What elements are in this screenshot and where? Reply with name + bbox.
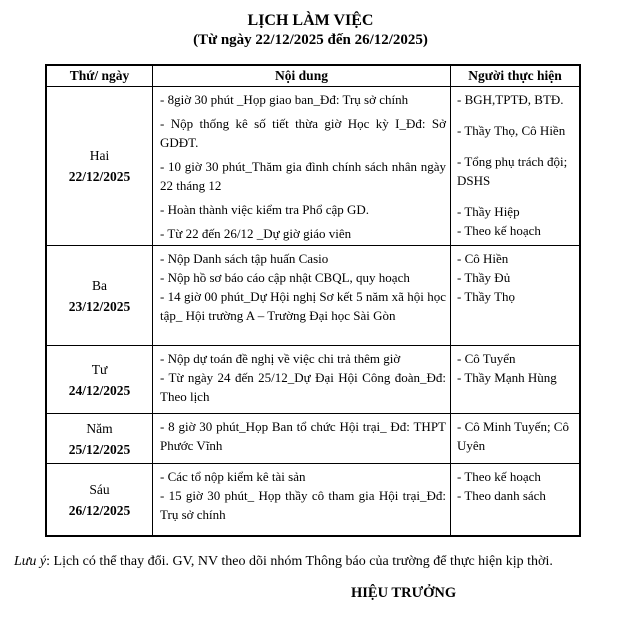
people-item: - Cô Tuyển	[457, 351, 516, 366]
footer-note	[14, 552, 597, 571]
table-header-row	[46, 65, 580, 87]
content-cell	[153, 246, 451, 346]
people-cell	[451, 246, 581, 346]
schedule-table	[45, 64, 581, 537]
content-item: - Hoàn thành việc kiểm tra Phổ cập GD.	[160, 202, 370, 217]
day-date: 23/12/2025	[68, 298, 131, 314]
header-content: Nội dung	[153, 65, 451, 87]
people-cell	[451, 346, 581, 414]
day-cell	[46, 414, 153, 464]
content-item: - 8 giờ 30 phút_Họp Ban tổ chức Hội trại_ Đđ: THPT Phước Vĩnh	[160, 419, 446, 453]
day-name: Sáu	[89, 481, 110, 497]
page-subtitle: (Từ ngày 22/12/2025 đến 26/12/2025)	[193, 32, 428, 48]
people-item: - Cô Minh Tuyến; Cô Uyên	[457, 419, 569, 453]
content-item: - Nộp thống kê số tiết thừa giờ Học kỳ I_Đđ: Sở GDĐT.	[160, 116, 446, 150]
people-item: - Thầy Đủ	[457, 270, 511, 285]
schedule-table-body	[46, 87, 580, 537]
table-row	[46, 346, 580, 414]
table-row	[46, 246, 580, 346]
header-day: Thứ/ ngày	[46, 65, 153, 87]
content-cell	[153, 464, 451, 537]
day-cell	[46, 464, 153, 537]
table-row	[46, 87, 580, 246]
day-name: Tư	[91, 361, 108, 377]
content-item: - 10 giờ 30 phút_Thăm gia đình chính sách nhân ngày 22 tháng 12	[160, 159, 446, 193]
people-item: - Theo danh sách	[457, 488, 546, 503]
day-date: 25/12/2025	[68, 441, 131, 457]
day-name: Năm	[86, 420, 113, 436]
note-label: Lưu ý	[14, 554, 47, 569]
people-item: - Thầy Thọ	[457, 289, 516, 304]
content-item: - Từ ngày 24 đến 25/12_Dự Đại Hội Công đoàn_Đđ: Theo lịch	[160, 370, 446, 404]
day-date: 24/12/2025	[68, 382, 131, 398]
table-row	[46, 414, 580, 464]
content-item: - 14 giờ 00 phút_Dự Hội nghị Sơ kết 5 năm xã hội học tập_ Hội trường A – Trường Đại học Sài Gòn	[160, 289, 446, 323]
people-item: - Tổng phụ trách đội; DSHS	[457, 154, 568, 188]
day-cell	[46, 246, 153, 346]
content-item: - Nộp hồ sơ báo cáo cập nhật CBQL, quy hoạch	[160, 270, 410, 285]
people-item: - Cô Hiền	[457, 251, 509, 266]
people-cell	[451, 464, 581, 537]
day-date: 26/12/2025	[68, 502, 131, 518]
people-item: - Thầy Mạnh Hùng	[457, 370, 557, 385]
content-item: - 15 giờ 30 phút_ Họp thầy cô tham gia Hội trại_Đđ: Trụ sở chính	[160, 488, 446, 522]
people-item: - Theo kế hoạch	[457, 469, 541, 484]
content-cell	[153, 87, 451, 246]
people-item: - Thầy Thọ, Cô Hiền	[457, 123, 566, 138]
note-text: : Lịch có thể thay đổi. GV, NV theo dõi nhóm Thông báo của trường để thực hiện kịp thời.	[46, 554, 553, 569]
day-name: Ba	[92, 277, 107, 293]
table-row	[46, 464, 580, 537]
content-cell	[153, 346, 451, 414]
content-item: - Từ 22 đến 26/12 _Dự giờ giáo viên	[160, 226, 352, 241]
day-cell	[46, 346, 153, 414]
content-cell	[153, 414, 451, 464]
people-item: - Theo kế hoạch	[457, 223, 541, 238]
page-title: LỊCH LÀM VIỆC	[247, 12, 374, 29]
people-cell	[451, 87, 581, 246]
people-item: - Thầy Hiệp	[457, 204, 520, 219]
content-item: - Các tổ nộp kiểm kê tài sản	[160, 469, 306, 484]
day-cell	[46, 87, 153, 246]
people-item: - BGH,TPTĐ, BTĐ.	[457, 92, 564, 107]
signature-title: HIỆU TRƯỞNG	[351, 585, 457, 601]
people-cell	[451, 414, 581, 464]
day-date: 22/12/2025	[68, 169, 131, 184]
content-item: - Nộp Danh sách tập huấn Casio	[160, 251, 329, 266]
header-people: Người thực hiện	[451, 65, 581, 87]
content-item: - Nộp dự toán đề nghị về việc chi trả thêm giờ	[160, 351, 401, 366]
content-item: - 8giờ 30 phút _Họp giao ban_Đđ: Trụ sở chính	[160, 92, 409, 107]
day-name: Hai	[89, 148, 110, 163]
